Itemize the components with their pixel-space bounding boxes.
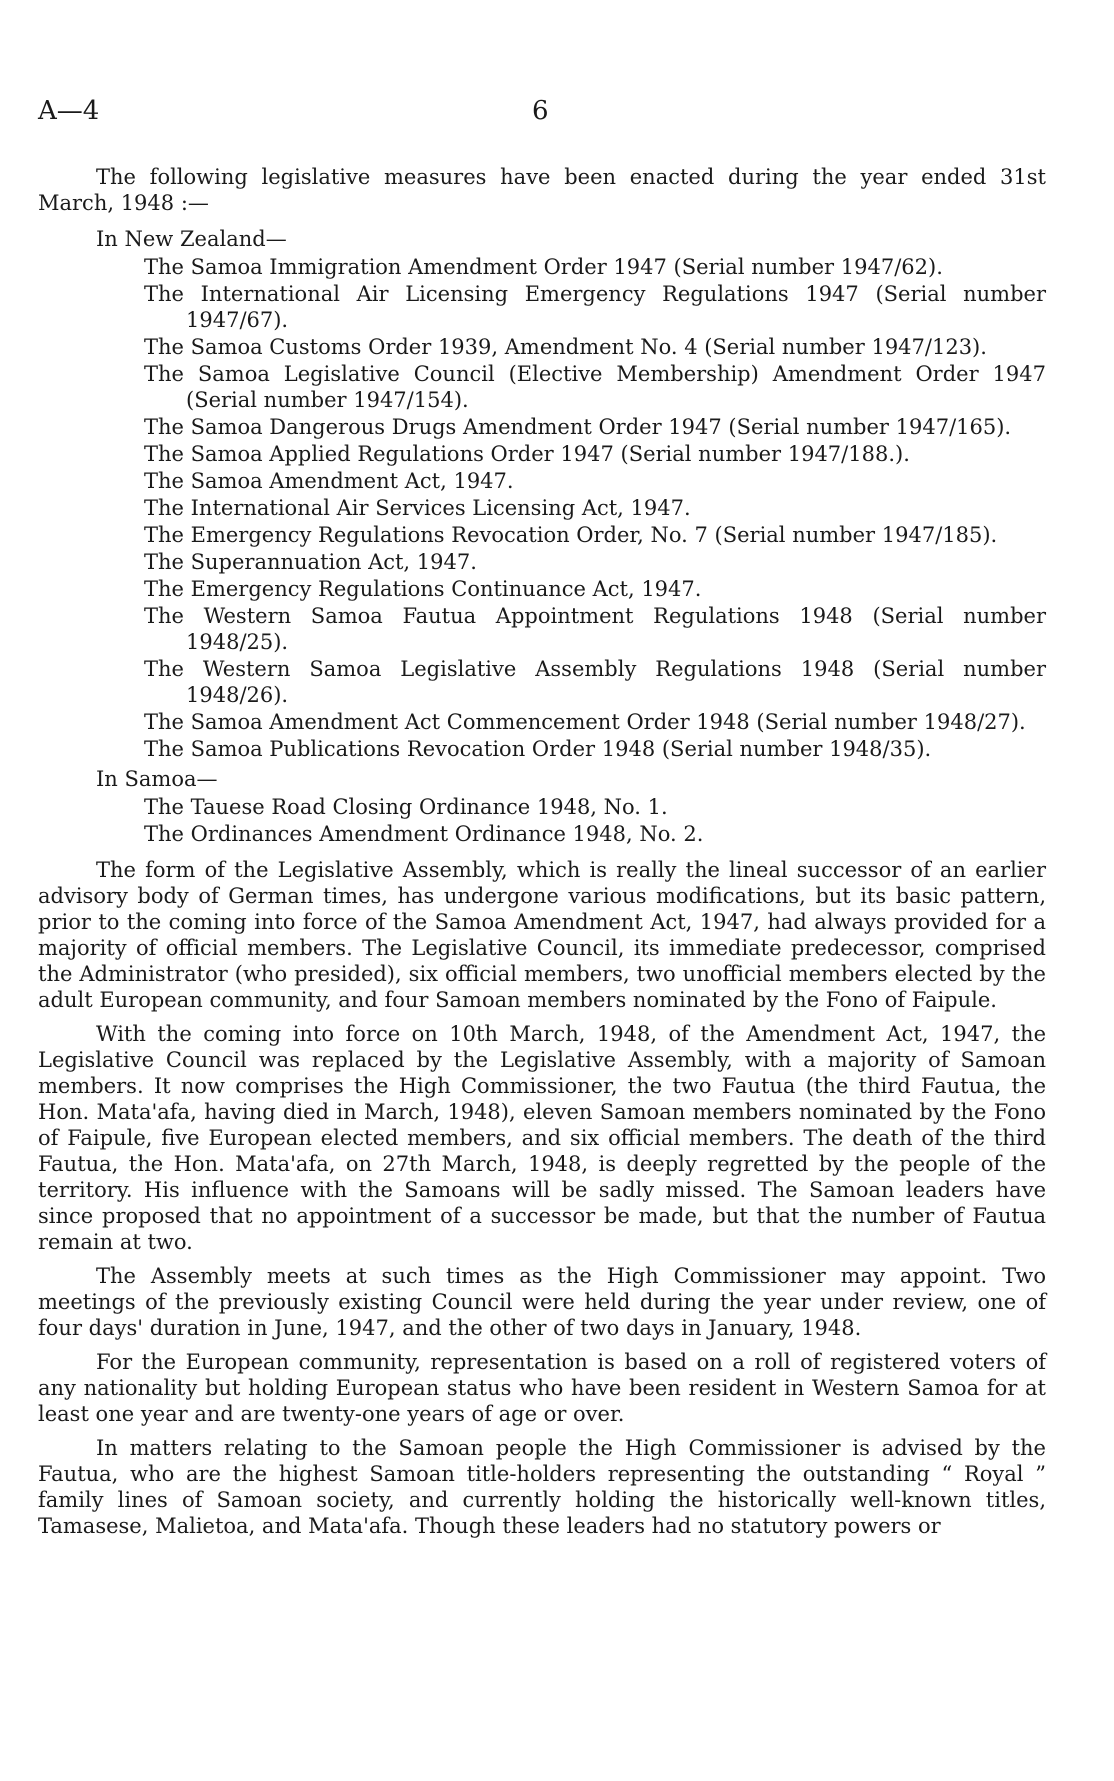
list-item: The Samoa Immigration Amendment Order 1947 (Serial number 1947/62).	[144, 255, 943, 279]
list-item: The Samoa Legislative Council (Elective Membership) Amendment Order 1947 (Serial number 1947/154).	[144, 362, 1046, 412]
list-item: The Samoa Applied Regulations Order 1947 (Serial number 1947/188.).	[144, 442, 910, 466]
list-item: The Emergency Regulations Revocation Order, No. 7 (Serial number 1947/185).	[144, 523, 998, 547]
paragraph-assembly-meetings: The Assembly meets at such times as the High Commissioner may appoint. Two meetings of the previously existing Council were held during the year under review, one of four days' duration in June, 1947, and the other of two days in January, 1948.	[38, 1264, 1046, 1340]
paragraph-european-representation: For the European community, representation is based on a roll of registered voters of any nationality but holding European status who have been resident in Western Samoa for at least one year and are twenty-one years of age or over.	[38, 1350, 1046, 1426]
list-item: The Samoa Amendment Act, 1947.	[144, 469, 514, 493]
list-item: The International Air Licensing Emergency Regulations 1947 (Serial number 1947/67).	[144, 282, 1046, 332]
document-code: A—4	[38, 96, 100, 126]
list-item: The Samoa Publications Revocation Order 1948 (Serial number 1948/35).	[144, 737, 932, 761]
paragraph-assembly-form: The form of the Legislative Assembly, which is really the lineal successor of an earlier advisory body of German times, has undergone various modifications, but its basic pattern, prior to the coming into force of the Samoa Amendment Act, 1947, had always provided for a majority of official members. The Legislative Council, its immediate predecessor, comprised the Administrator (who presided), six official members, two unofficial members elected by the adult European community, and four Samoan members nominated by the Fono of Faipule.	[38, 858, 1046, 1012]
list-item: The Samoa Dangerous Drugs Amendment Order 1947 (Serial number 1947/165).	[144, 415, 1012, 439]
group-heading-samoa: In Samoa—	[96, 767, 218, 791]
list-item: The Samoa Customs Order 1939, Amendment No. 4 (Serial number 1947/123).	[144, 335, 987, 359]
list-item: The Western Samoa Fautua Appointment Regulations 1948 (Serial number 1948/25).	[144, 604, 1046, 654]
paragraph-fautua: In matters relating to the Samoan people the High Commissioner is advised by the Fautua, who are the highest Samoan title-holders representing the outstanding “ Royal ” family lines of Samoan society, and currently holding the historically well-known titles, Tamasese, Malietoa, and Mata'afa. Though these leaders had no statutory powers or	[38, 1436, 1046, 1538]
measures-list-samoa	[38, 794, 1046, 847]
list-item: The Tauese Road Closing Ordinance 1948, No. 1.	[144, 795, 668, 819]
group-heading-new-zealand: In New Zealand—	[96, 227, 287, 251]
list-item: The Superannuation Act, 1947.	[144, 550, 477, 574]
page-number: 6	[532, 96, 549, 126]
document-body	[38, 164, 1046, 1547]
list-item: The International Air Services Licensing Act, 1947.	[144, 496, 691, 520]
intro-paragraph: The following legislative measures have been enacted during the year ended 31st March, 1948 :—	[38, 165, 1046, 215]
list-item: The Ordinances Amendment Ordinance 1948, No. 2.	[144, 822, 704, 846]
paragraph-amendment-act: With the coming into force on 10th March, 1948, of the Amendment Act, 1947, the Legislative Council was replaced by the Legislative Assembly, with a majority of Samoan members. It now comprises the High Commissioner, the two Fautua (the third Fautua, the Hon. Mata'afa, having died in March, 1948), eleven Samoan members nominated by the Fono of Faipule, five European elected members, and six official members. The death of the third Fautua, the Hon. Mata'afa, on 27th March, 1948, is deeply regretted by the people of the territory. His influence with the Samoans will be sadly missed. The Samoan leaders have since proposed that no appointment of a successor be made, but that the number of Fautua remain at two.	[38, 1022, 1046, 1254]
page-header	[38, 96, 1038, 136]
measures-list-new-zealand	[38, 254, 1046, 762]
list-item: The Western Samoa Legislative Assembly Regulations 1948 (Serial number 1948/26).	[144, 657, 1046, 707]
list-item: The Emergency Regulations Continuance Act, 1947.	[144, 577, 702, 601]
list-item: The Samoa Amendment Act Commencement Order 1948 (Serial number 1948/27).	[144, 710, 1026, 734]
